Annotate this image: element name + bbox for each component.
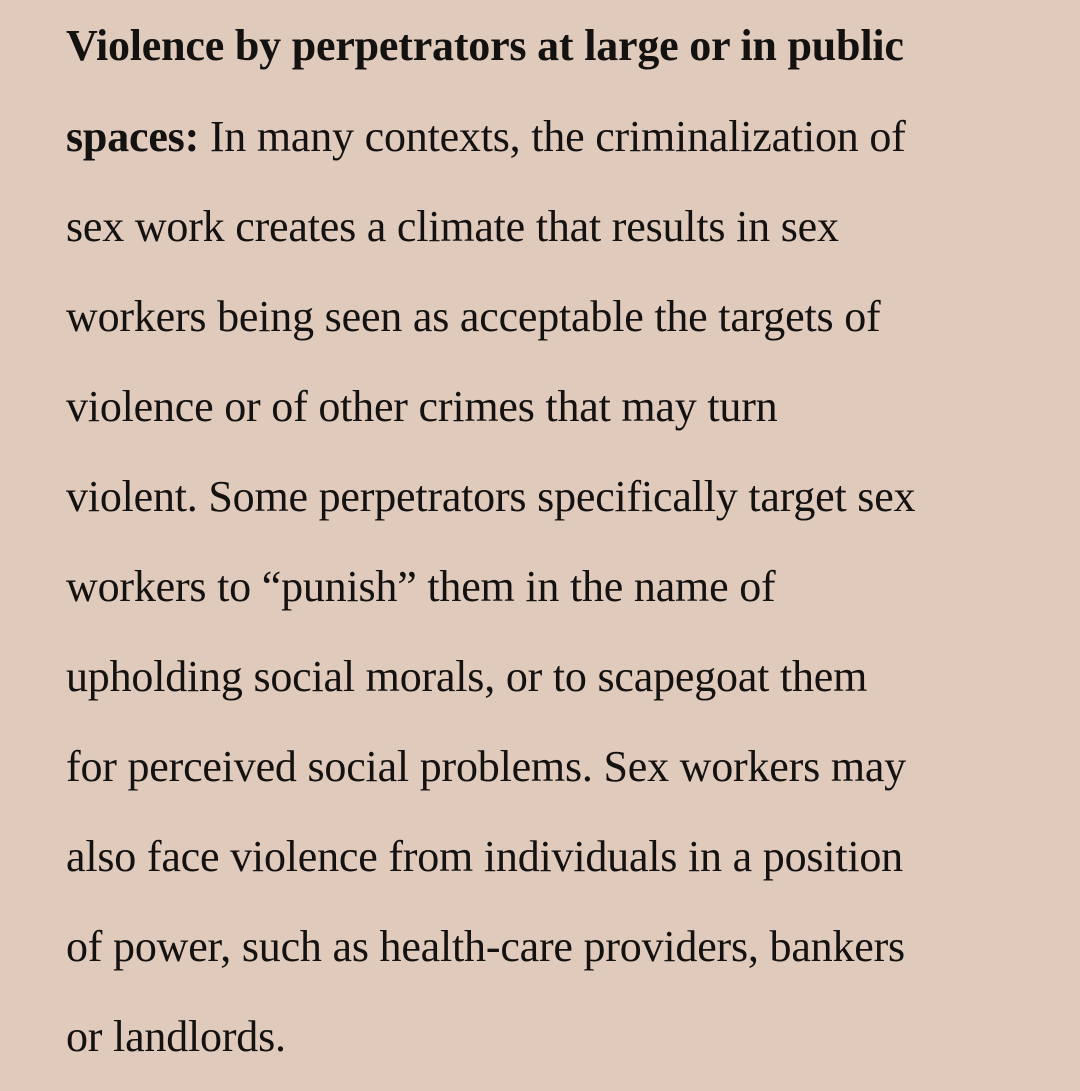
paragraph-line: or landlords. <box>66 1012 286 1061</box>
paragraph-line: of power, such as health-care providers, bankers <box>66 922 905 971</box>
section-heading-continuation: spaces: <box>66 112 200 161</box>
paragraph-line: upholding social morals, or to scapegoat them <box>66 652 868 701</box>
paragraph-line: workers being seen as acceptable the targets of <box>66 292 881 341</box>
section-heading-line-1 <box>66 21 904 70</box>
paragraph-line: sex work creates a climate that results in sex <box>66 202 839 251</box>
paragraph-line: for perceived social problems. Sex workers may <box>66 742 906 791</box>
paragraph-line: workers to “punish” them in the name of <box>66 562 776 611</box>
paragraph-line-2 <box>66 112 906 161</box>
paragraph-text: In many contexts, the criminalization of <box>199 112 906 161</box>
section-heading: Violence by perpetrators at large or in public <box>66 21 904 70</box>
paragraph-line: violent. Some perpetrators specifically target sex <box>66 472 916 521</box>
paragraph-line: violence or of other crimes that may turn <box>66 382 778 431</box>
paragraph-line: also face violence from individuals in a position <box>66 832 903 881</box>
